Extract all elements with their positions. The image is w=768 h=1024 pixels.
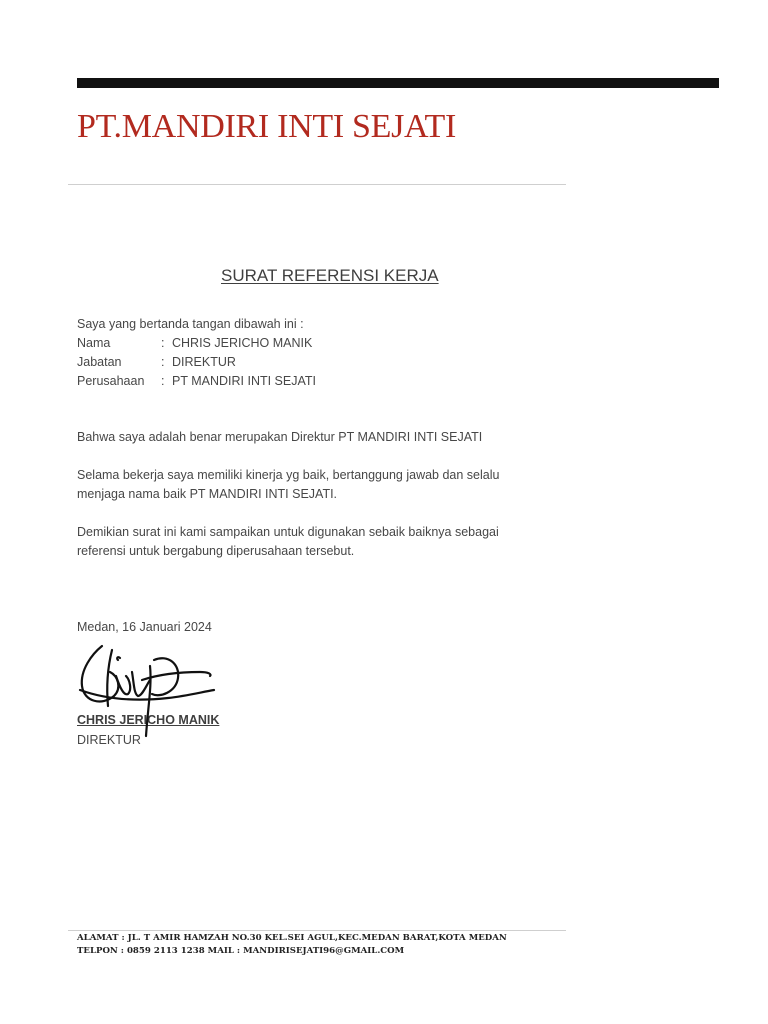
signatory-details xyxy=(77,334,316,391)
header-divider xyxy=(68,184,566,185)
field-value: PT MANDIRI INTI SEJATI xyxy=(172,374,316,388)
field-colon: : xyxy=(161,355,165,369)
signatory-name: CHRIS JERICHO MANIK xyxy=(77,713,220,727)
field-label: Nama xyxy=(77,336,111,350)
field-colon: : xyxy=(161,336,165,350)
field-value: DIREKTUR xyxy=(172,355,236,369)
field-row-nama xyxy=(77,334,316,353)
company-name: PT.MANDIRI INTI SEJATI xyxy=(77,108,457,145)
letter-title: SURAT REFERENSI KERJA xyxy=(221,266,439,285)
paragraph-performance: Selama bekerja saya memiliki kinerja yg baik, bertanggung jawab dan selalu menjaga nama baik PT MANDIRI INTI SEJATI. xyxy=(77,468,500,501)
letter-intro: Saya yang bertanda tangan dibawah ini : xyxy=(77,317,304,331)
field-row-perusahaan xyxy=(77,372,316,391)
field-colon: : xyxy=(161,374,165,388)
field-label: Jabatan xyxy=(77,355,122,369)
place-date: Medan, 16 Januari 2024 xyxy=(77,620,212,634)
field-label: Perusahaan xyxy=(77,374,145,388)
footer xyxy=(77,932,507,958)
signatory-title: DIREKTUR xyxy=(77,733,141,747)
field-row-jabatan xyxy=(77,353,316,372)
footer-contact: TELPON : 0859 2113 1238 MAIL : MANDIRISEJATI96@GMAIL.COM xyxy=(77,946,405,956)
header-top-bar xyxy=(77,78,719,88)
paragraph-statement: Bahwa saya adalah benar merupakan Direktur PT MANDIRI INTI SEJATI xyxy=(77,430,483,444)
paragraph-closing: Demikian surat ini kami sampaikan untuk digunakan sebaik baiknya sebagai referensi untuk bergabung diperusahaan tersebut. xyxy=(77,525,499,558)
footer-address: ALAMAT : JL. T AMIR HAMZAH NO.30 KEL.SEI AGUL,KEC.MEDAN BARAT,KOTA MEDAN xyxy=(77,933,507,943)
handwritten-signature xyxy=(72,636,220,744)
footer-divider xyxy=(68,930,566,931)
field-value: CHRIS JERICHO MANIK xyxy=(172,336,313,350)
